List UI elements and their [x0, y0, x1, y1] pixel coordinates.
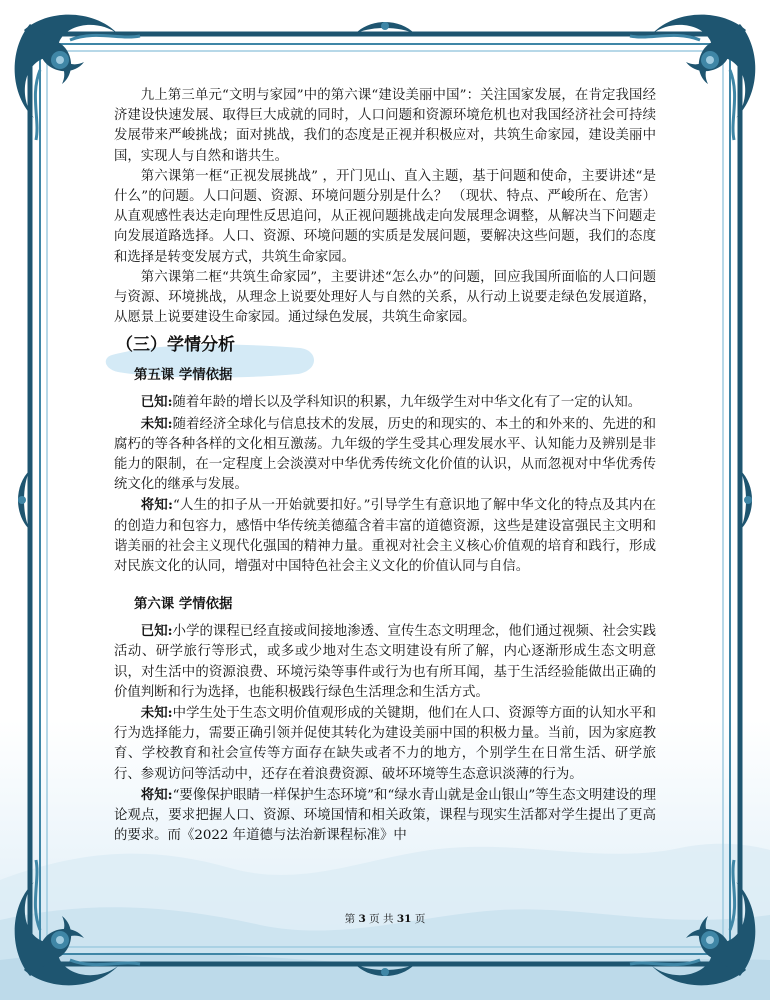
lesson5-future	[114, 495, 656, 577]
lesson6-future	[114, 785, 656, 847]
section-title: （三）学情分析	[116, 335, 235, 356]
page-footer	[0, 911, 770, 926]
lesson6-unknown-label: 未知:	[140, 705, 173, 722]
lesson5-future-label: 将知:	[140, 497, 173, 514]
document-body	[114, 86, 656, 847]
lesson5-known-label: 已知:	[140, 394, 173, 411]
lesson5-known	[114, 392, 656, 413]
lesson5-unknown-text: 随着经济全球化与信息技术的发展，历史的和现实的、本土的和外来的、先进的和腐朽的等各种各样的文化相互激荡。九年级的学生受其心理发展水平、认知能力及辨别是非能力的限制，在一定程度上会淡漠对中华优秀传统文化价值的认识，从而忽视对中华优秀传统文化的继承与发展。	[114, 416, 657, 493]
lesson6-known-label: 已知:	[140, 623, 173, 640]
footer-suffix: 页	[414, 913, 426, 925]
lesson6-known-text: 小学的课程已经直接或间接地渗透、宣传生态文明理念，他们通过视频、社会实践活动、研学旅行等形式，或多或少地对生态文明建设有所了解，内心逐渐形成生态文明意识，对生活中的资源浪费、环境污染等事件或行为也有所耳闻，基于生活经验能做出正确的价值判断和行为选择，也能积极践行绿色生活理念和生活方式。	[114, 624, 657, 700]
footer-total-pages: 31	[396, 913, 412, 925]
lesson5-known-text: 随着年龄的增长以及学科知识的积累，九年级学生对中华文化有了一定的认知。	[172, 395, 642, 411]
lesson6-future-label: 将知:	[140, 786, 173, 803]
footer-page-number: 3	[358, 913, 366, 925]
lesson5-unknown	[114, 414, 656, 496]
lesson6-future-text: “要像保护眼睛一样保护生态环境”和“绿水青山就是金山银山”等生态文明建设的理论观点，要求把握人口、资源、环境国情和相关政策，课程与现实生活都对学生提出了更高的要求。而《2022 年道德与法治新课程标准》中	[114, 787, 656, 844]
paragraph-unit-intro: 九上第三单元“文明与家园”中的第六课“建设美丽中国”：关注国家发展，在肯定我国经济建设快速发展、取得巨大成就的同时，人口问题和资源环境危机也对我国经济社会可持续发展带来严峻挑战；面对挑战，我们的态度是正视并积极应对，共筑生命家园，建设美丽中国，实现人与自然和谐共生。	[114, 88, 656, 164]
lesson5-future-text: “人生的扣子从一开始就要扣好。”引导学生有意识地了解中华文化的特点及其内在的创造力和包容力，感悟中华传统美德蕴含着丰富的道德资源，这些是建设富强民主文明和谐美丽的社会主义现代化强国的精神力量。重视对社会主义核心价值观的培育和践行，形成对民族文化的认同，增强对中国特色社会主义文化的价值认同与自信。	[114, 498, 656, 575]
lesson5-heading: 第五课 学情依据	[134, 368, 233, 384]
footer-middle: 页 共	[369, 913, 394, 925]
footer-prefix: 第	[344, 913, 356, 925]
lesson6-unknown	[114, 703, 656, 785]
lesson6-known	[114, 621, 656, 703]
lesson6-heading: 第六课 学情依据	[134, 597, 233, 613]
lesson5-unknown-label: 未知:	[140, 415, 173, 432]
paragraph-frame-one: 第六课第一框“正视发展挑战” ，开门见山、直入主题，基于问题和使命，主要讲述“是什么”的问题。人口问题、资源、环境问题分别是什么？ （现状、特点、严峻所在、危害）从直观感性表达走向理性反思追问，从正视问题挑战走向发展理念调整，从解决当下问题走向发展道路选择。人口、资源、环境问题的实质是发展问题，要解决这些问题，我们的态度和选择是转变发展方式，共筑生命家园。	[114, 168, 656, 265]
paragraph-frame-two: 第六课第二框“共筑生命家园”，主要讲述“怎么办”的问题，回应我国所面临的人口问题与资源、环境挑战，从理念上说要处理好人与自然的关系，从行动上说要走绿色发展道路，从愿景上说要建设生命家园。通过绿色发展，共筑生命家园。	[114, 269, 656, 326]
lesson6-unknown-text: 中学生处于生态文明价值观形成的关键期，他们在人口、资源等方面的认知水平和行为选择能力，需要正确引领并促使其转化为建设美丽中国的积极力量。当前，因为家庭教育、学校教育和社会宣传等方面存在缺失或者不力的地方，个别学生在日常生活、研学旅行、参观访问等活动中，还存在着浪费资源、破坏环境等生态意识淡薄的行为。	[114, 706, 657, 782]
